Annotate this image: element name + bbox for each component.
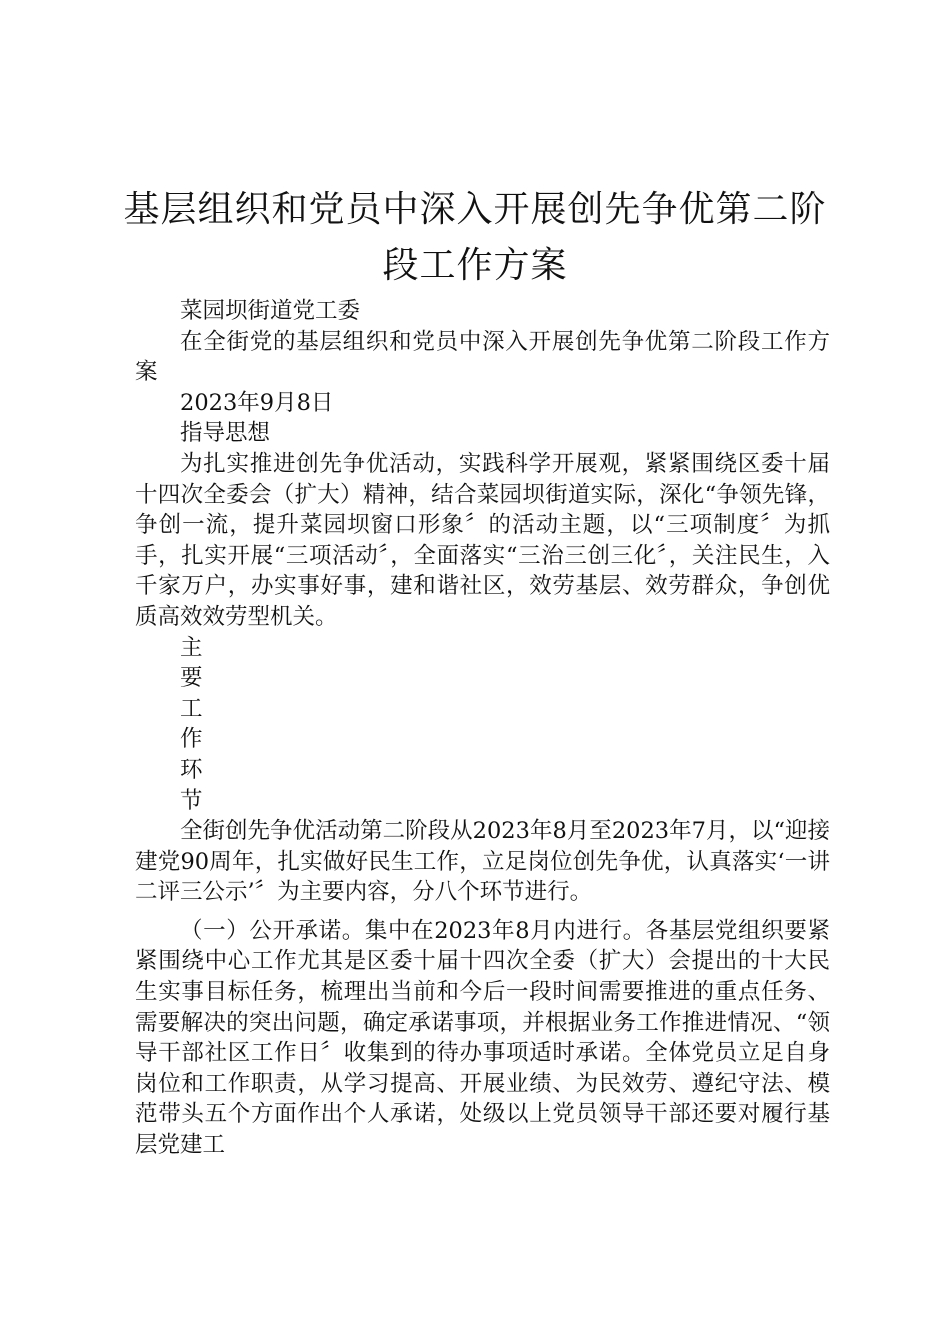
section-heading-guiding-thought: 指导思想 xyxy=(180,420,271,447)
document-title-line2: 段工作方案 xyxy=(382,245,568,286)
section-heading-main-char: 工 xyxy=(180,695,203,722)
paragraph-guiding-thought: 为扎实推进创先争优活动，实践科学开展观，紧紧围绕区委十届十四次全委会（扩大）精神，结合菜园坝街道实际，深化“争领先锋，争创一流，提升菜园坝窗口形象〞的活动主题，以“三项制度〞为抓手，扎实开展“三项活动〞，全面落实“三治三创三化〞，关注民生，入千家万户，办实事好事，建和谐社区，效劳基层、效劳群众，争创优质高效效劳型机关。 xyxy=(135,450,830,630)
paragraph-main-stages: 全街创先争优活动第二阶段从2023年8月至2023年7月，以“迎接建党90周年，扎实做好民生工作，立足岗位创先争优，认真落实‘一讲二评三公示’〞为主要内容，分八个环节进行。 xyxy=(135,818,830,906)
organization-name: 菜园坝街道党工委 xyxy=(180,298,361,324)
section-heading-main-char: 主 xyxy=(180,634,203,661)
document-subtitle: 在全街党的基层组织和党员中深入开展创先争优第二阶段工作方案 xyxy=(135,328,830,386)
section-heading-main-char: 作 xyxy=(180,726,203,753)
document-body xyxy=(135,296,830,1161)
document-title-line1: 基层组织和党员中深入开展创先争优第二阶 xyxy=(123,189,827,230)
paragraph-section-1-public-commitment: （一）公开承诺。集中在2023年8月内进行。各基层党组织要紧紧围绕中心工作尤其是区委十届十四次全委（扩大）会提出的十大民生实事目标任务，梳理出当前和今后一段时间需要推进的重点任务、需要解决的突出问题，确定承诺事项，并根据业务工作推进情况、“领导干部社区工作日〞收集到的待办事项适时承诺。全体党员立足自身岗位和工作职责，从学习提高、开展业绩、为民效劳、遵纪守法、模范带头五个方面作出个人承诺，处级以上党员领导干部还要对履行基层党建工 xyxy=(135,917,830,1159)
section-heading-main-char: 节 xyxy=(180,787,203,814)
section-heading-main-char: 环 xyxy=(180,756,203,783)
document-date: 2023年9月8日 xyxy=(180,389,334,416)
section-heading-main-char: 要 xyxy=(180,665,203,692)
